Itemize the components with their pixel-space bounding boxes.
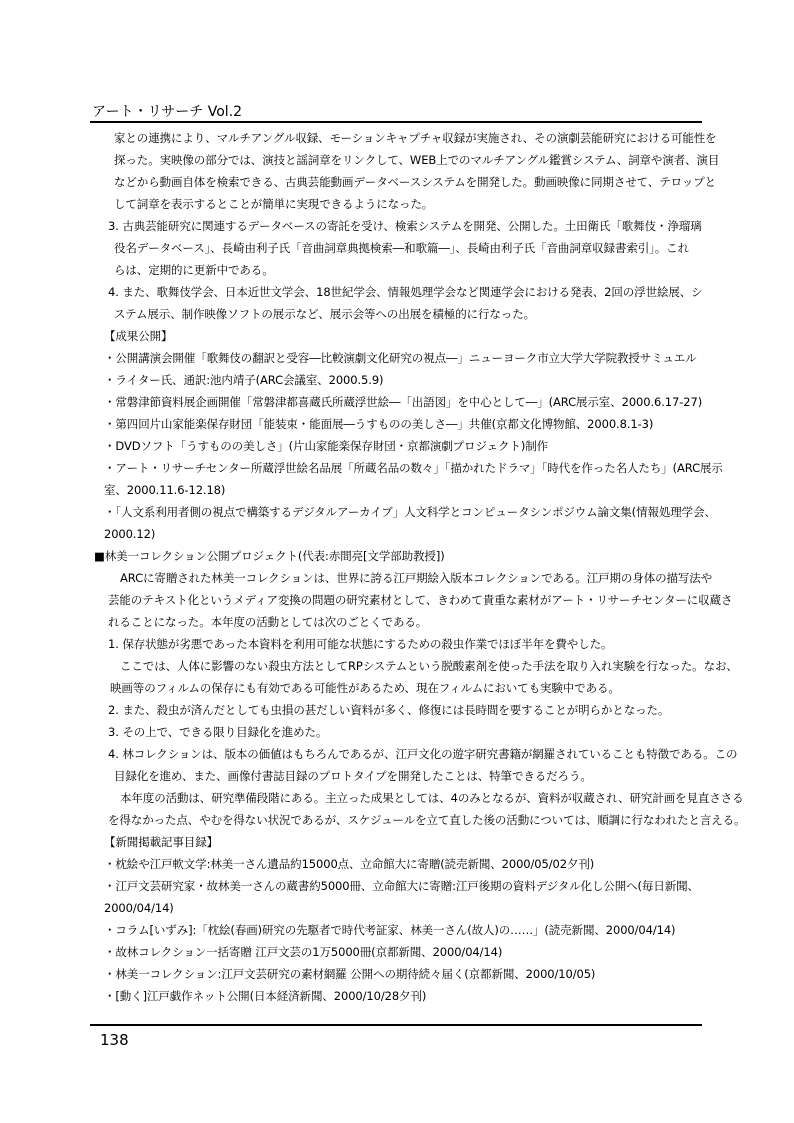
text-line-p3-l1: 本年度の活動は、研究準備段階にある。主立った成果としては、4のみとなるが、資料が収蔵され、研究計画を見直ささる xyxy=(120,791,744,805)
text-line-h-seika: 【成果公開】 xyxy=(104,329,173,343)
page-number: 138 xyxy=(100,1031,129,1049)
text-line-j4-l1: 4. 林コレクションは、版本の価値はもちろんであるが、江戸文化の遊字研究書籍が網羅されていることも特徴である。この xyxy=(108,747,738,761)
text-line-n3-l1: ・コラム[いずみ]:「枕絵(春画)研究の先駆者で時代考証家、林美一さん(故人)の……」(読売新聞、2000/04/14) xyxy=(104,923,676,937)
text-line-n2-l2: 2000/04/14) xyxy=(104,901,174,915)
text-line-s4-l1: ・DVDソフト「うすものの美しさ」(片山家能楽保存財団・京都演劇プロジェクト)制作 xyxy=(104,439,549,453)
text-line-p3-l2: を得なかった点、やむを得ない状況であるが、スケジュールを立て直した後の活動については、順調に行なわれたと言える。 xyxy=(108,813,746,827)
text-line-h-news: 【新聞掲載記事目録】 xyxy=(104,835,218,849)
text-line-s5-l2: 室、2000.11.6-12.18) xyxy=(104,483,226,497)
header-rule xyxy=(90,121,702,123)
text-line-i4-l2: ステム展示、制作映像ソフトの展示など、展示会等への出展を積極的に行なった。 xyxy=(114,307,535,321)
text-line-n2-l1: ・江戸文芸研究家・故林美一さんの蔵書約5000冊、立命館大に寄贈:江戸後期の資料デジタル化し公開へ(毎日新聞、 xyxy=(104,879,699,893)
text-line-i3-l2: 役名データベース」、長崎由利子氏「音曲詞章典拠検索―和歌篇―」、長崎由利子氏「音曲詞章収録書索引」。これ xyxy=(114,241,689,255)
text-line-s6-l2: 2000.12) xyxy=(104,527,156,541)
text-line-p1-l3: などから動画自体を検索できる、古典芸能動画データベースシステムを開発した。動画映像に同期させて、テロップと xyxy=(114,175,717,189)
text-line-i3-l3: らは、定期的に更新中である。 xyxy=(114,263,274,277)
text-line-i3-l1: 3. 古典芸能研究に関連するデータベースの寄託を受け、検索システムを開発、公開した。土田衛氏「歌舞伎・浄瑠璃 xyxy=(108,219,702,233)
text-line-j4-l2: 目録化を進め、また、画像付書誌目録のプロトタイプを開発したことは、特筆できるだろう。 xyxy=(114,769,592,783)
running-header-title: アート・リサーチ Vol.2 xyxy=(92,104,243,120)
text-line-n5-l1: ・林美一コレクション:江戸文芸研究の素材網羅 公開への期待続々届く(京都新聞、2000/10/05) xyxy=(104,967,596,981)
text-line-s6-l1: ・「人文系利用者側の視点で構築するデジタルアーカイブ」人文科学とコンピュータシンポジウム論文集(情報処理学会、 xyxy=(104,505,716,519)
text-line-s5-l1: ・アート・リサーチセンター所蔵浮世絵名品展「所蔵名品の数々」「描かれたドラマ」「時代を作った名人たち」(ARC展示 xyxy=(104,461,723,475)
text-line-i4-l1: 4. また、歌舞伎学会、日本近世文学会、18世紀学会、情報処理学会など関連学会における発表、2回の浮世絵展、シ xyxy=(108,285,703,299)
text-line-p2-l2: 芸能のテキスト化というメディア変換の問題の研究素材として、きわめて貴重な素材がアート・リサーチセンターに収蔵さ xyxy=(108,593,733,607)
text-line-j1-l1: 1. 保存状態が劣悪であった本資料を利用可能な状態にするための殺虫作業でほぼ半年を費やした。 xyxy=(108,637,613,651)
text-line-p2-l3: れることになった。本年度の活動としては次のごとくである。 xyxy=(108,615,428,629)
text-line-n4-l1: ・故林コレクション一括寄贈 江戸文芸の1万5000冊(京都新聞、2000/04/14) xyxy=(104,945,503,959)
text-line-j2-l1: 2. また、殺虫が済んだとしても虫損の甚だしい資料が多く、修復には長時間を要することが明らかとなった。 xyxy=(108,703,670,717)
text-line-s1-l2: ・ライター氏、通訳:池内靖子(ARC会議室、2000.5.9) xyxy=(104,373,384,387)
text-line-p1-l4: して詞章を表示するとことが簡単に実現できるようになった。 xyxy=(114,197,434,211)
footer-rule xyxy=(90,1024,702,1026)
text-line-j1-l3: 映画等のフィルムの保存にも有効である可能性があるため、現在フィルムにおいても実験中である。 xyxy=(110,681,620,695)
text-line-s2-l1: ・常磐津節資料展企画開催「常磐津都喜蔵氏所蔵浮世絵―「出語図」を中心として―」(ARC展示室、2000.6.17-27) xyxy=(104,395,703,409)
text-line-p1-l2: 探った。実映像の部分では、演技と謡詞章をリンクして、WEB上でのマルチアングル鑑賞システム、詞章や演者、演目 xyxy=(114,153,720,167)
text-line-p2-l1: ARCに寄贈された林美一コレクションは、世界に誇る江戸期絵入版本コレクションである。江戸期の身体の描写法や xyxy=(120,571,713,585)
text-line-h-hayashi: ■林美一コレクション公開プロジェクト(代表:赤間亮[文学部助教授]) xyxy=(94,549,445,563)
text-line-j3-l1: 3. その上で、できる限り目録化を進めた。 xyxy=(108,725,328,739)
text-line-s1-l1: ・公開講演会開催「歌舞伎の翻訳と受容―比較演劇文化研究の視点―」ニューヨーク市立大学大学院教授サミュエル xyxy=(104,351,697,365)
text-line-p1-l1: 家との連携により、マルチアングル収録、モーションキャプチャ収録が実施され、その演劇芸能研究における可能性を xyxy=(114,131,717,145)
text-line-j1-l2: ここでは、人体に影響のない殺虫方法としてRPシステムという脱酸素剤を使った手法を取り入れ実験を行なった。なお、 xyxy=(120,659,738,673)
text-line-n1-l1: ・枕絵や江戸軟文学:林美一さん遺品約15000点、立命館大に寄贈(読売新聞、2000/05/02夕刊) xyxy=(104,857,595,871)
text-line-n6-l1: ・[動く]江戸戯作ネット公開(日本経済新聞、2000/10/28夕刊) xyxy=(104,989,427,1003)
text-line-s3-l1: ・第四回片山家能楽保存財団「能装束・能面展―うすものの美しさ―」共催(京都文化博物館、2000.8.1-3) xyxy=(104,417,654,431)
